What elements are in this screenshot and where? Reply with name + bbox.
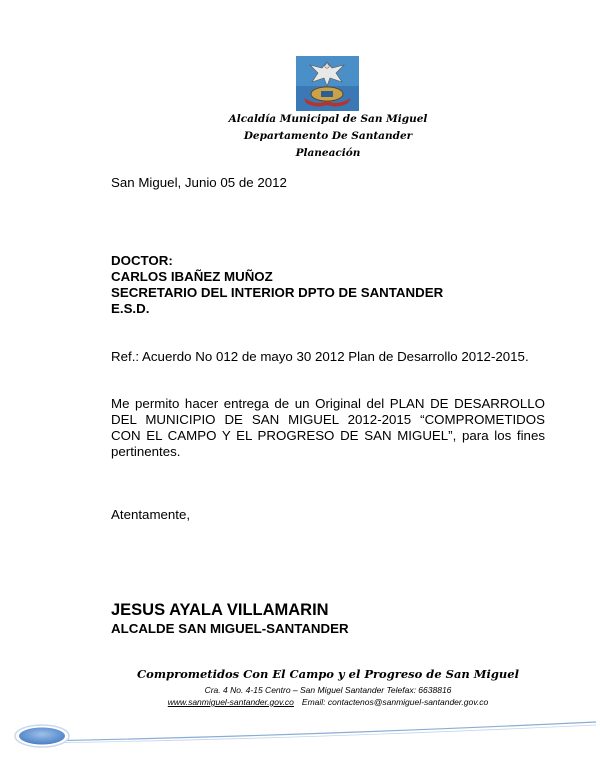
body-paragraph: Me permito hacer entrega de un Original del PLAN DE DESARROLLO DEL MUNICIPIO DE SAN MIGUEL 2012-2015 “COMPROMETIDOS CON EL CAMPO Y EL PROGRESO DE SAN MIGUEL”, para los fines pertinentes. [111,396,545,459]
letter-body [111,396,545,460]
footer-contact [0,697,600,707]
closing-line: Atentamente, [111,507,191,522]
footer-motto: Comprometidos Con El Campo y el Progreso de San Miguel [137,667,519,681]
footer-decoration [0,710,600,750]
recipient-block [111,253,443,317]
coat-of-arms-icon [296,56,359,111]
website-link[interactable]: www.sanmiguel-santander.gov.co [167,697,294,707]
recipient-line: DOCTOR: [111,253,173,268]
signer-title: ALCALDE SAN MIGUEL-SANTANDER [111,621,349,636]
org-name-line: Alcaldía Municipal de San Miguel [228,113,428,125]
footer-address: Cra. 4 No. 4-15 Centro – San Miguel Santander Telefax: 6638816 [204,685,452,695]
recipient-line: SECRETARIO DEL INTERIOR DPTO DE SANTANDER [111,285,444,300]
recipient-line: CARLOS IBAÑEZ MUÑOZ [111,269,273,284]
letter-date: San Miguel, Junio 05 de 2012 [111,175,287,190]
department-line: Departamento De Santander [243,130,413,142]
footer-email: Email: contactenos@sanmiguel-santander.gov.co [301,697,489,707]
recipient-line: E.S.D. [111,301,150,316]
office-line: Planeación [295,147,361,159]
reference-line: Ref.: Acuerdo No 012 de mayo 30 2012 Plan de Desarrollo 2012-2015. [111,349,529,364]
signer-name: JESUS AYALA VILLAMARIN [111,601,329,619]
